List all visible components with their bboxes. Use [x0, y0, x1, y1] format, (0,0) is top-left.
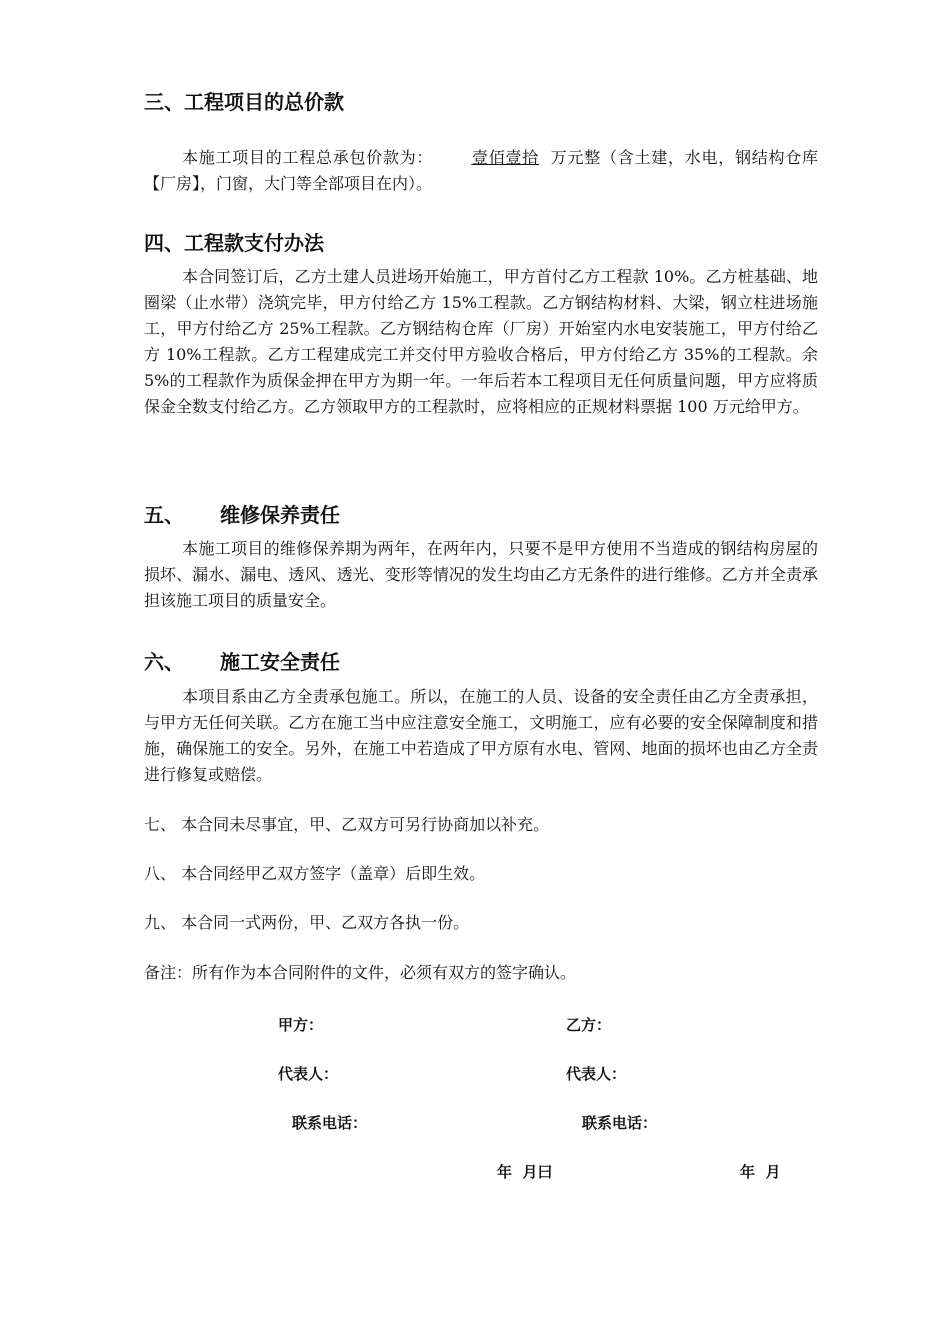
- party-a-label: 甲方：: [278, 1016, 324, 1034]
- rep-b-label: 代表人：: [566, 1065, 627, 1083]
- clause-8: 八、 本合同经甲乙双方签字（盖章）后即生效。: [144, 864, 486, 883]
- section-3-body: [144, 145, 818, 197]
- phone-b-label: 联系电话：: [582, 1114, 658, 1132]
- clause-7: 七、 本合同未尽事宜，甲、乙双方可另行协商加以补充。: [144, 815, 550, 834]
- section-6-number: 六、: [144, 650, 184, 674]
- rep-a-label: 代表人：: [278, 1065, 339, 1083]
- section-3-heading: 三、工程项目的总价款: [144, 90, 344, 114]
- section-6-body: 本项目系由乙方全责承包施工。所以，在施工的人员、设备的安全责任由乙方全责承担，与甲方无任何关联。乙方在施工当中应注意安全施工，文明施工，应有必要的安全保障制度和措施，确保施工的安全。另外，在施工中若造成了甲方原有水电、管网、地面的损坏也由乙方全责进行修复或赔偿。: [144, 687, 818, 784]
- phone-a-label: 联系电话：: [292, 1114, 368, 1132]
- party-b-label: 乙方：: [566, 1016, 612, 1034]
- section-5-number: 五、: [144, 503, 184, 527]
- section-3-text-before: 本施工项目的工程总承包价款为：: [182, 148, 434, 167]
- section-6-title: 施工安全责任: [220, 650, 340, 674]
- section-4-body: 本合同签订后，乙方土建人员进场开始施工，甲方首付乙方工程款 10%。乙方桩基础、地圈梁（止水带）浇筑完毕，甲方付给乙方 15%工程款。乙方钢结构材料、大梁，钢立柱进场施工，甲方付给乙方 25%工程款。乙方钢结构仓库（厂房）开始室内水电安装施工，甲方付给乙方 10%工程款。乙方工程建成完工并交付甲方验收合格后，甲方付给乙方 35%的工程款。余 5%的工程款作为质保金押在甲方为期一年。一年后若本工程项目无任何质量问题，甲方应将质保金全数支付给乙方。乙方领取甲方的工程款时，应将相应的正规材料票据 100 万元给甲方。: [144, 267, 818, 416]
- note: 备注：所有作为本合同附件的文件，必须有双方的签字确认。: [144, 963, 577, 982]
- date-b: 年 月: [740, 1163, 781, 1181]
- section-6-heading: [144, 646, 340, 675]
- section-5-heading: [144, 499, 340, 528]
- section-5-title: 维修保养责任: [220, 503, 340, 527]
- section-4-heading: 四、工程款支付办法: [144, 231, 324, 255]
- section-5-body: 本施工项目的维修保养期为两年，在两年内，只要不是甲方使用不当造成的钢结构房屋的损坏、漏水、漏电、透风、透光、变形等情况的发生均由乙方无条件的进行维修。乙方并全责承担该施工项目的质量安全。: [144, 539, 818, 610]
- section-3-text-after: 万元整（含土建，水电，钢结构仓库【厂房】，门窗，大门等全部项目在内）。: [144, 148, 818, 193]
- date-a: 年 月曰: [497, 1163, 553, 1181]
- contract-amount: 壹佰壹拾: [471, 148, 540, 167]
- clause-9: 九、 本合同一式两份，甲、乙双方各执一份。: [144, 913, 470, 932]
